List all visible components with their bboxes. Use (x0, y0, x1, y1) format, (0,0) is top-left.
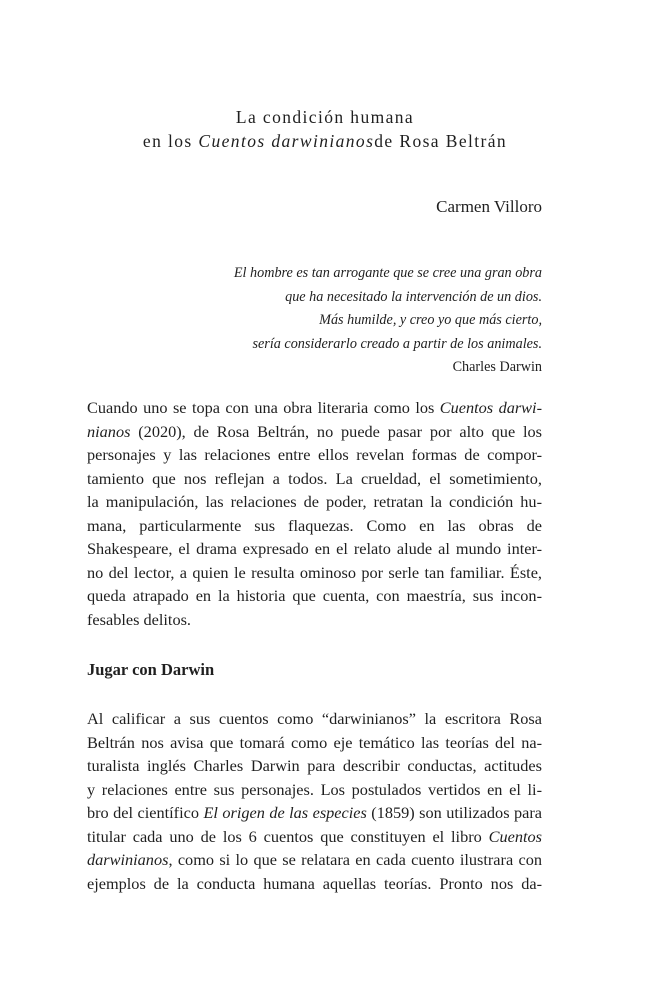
text-line: personajes y las relaciones entre ellos revelan formas de compor- (87, 445, 542, 464)
epigraph-line: que ha necesitado la intervención de un dios. (285, 288, 542, 305)
article-title-line-2 (0, 129, 650, 153)
text-line: la manipulación, las relaciones de poder, retratan la condición hu- (87, 492, 542, 511)
text-line: bro del científico El origen de las especies (1859) son utilizados para (87, 803, 543, 822)
title-book-name: Cuentos darwinianos (198, 131, 375, 151)
text-line: y relaciones entre sus personajes. Los postulados vertidos en el li- (87, 779, 542, 799)
text-line: ejemplos de la conducta humana aquellas teorías. Pronto nos da- (87, 873, 542, 893)
text-line: Shakespeare, el drama expresado en el relato alude al mundo inter- (87, 539, 542, 558)
text-line: queda atrapado en la historia que cuenta, con maestría, sus incon- (87, 586, 542, 605)
title-prefix: en los (142, 131, 193, 151)
epigraph-source: Charles Darwin (452, 359, 542, 375)
section-heading: Jugar con Darwin (87, 660, 215, 679)
title-suffix: de Rosa Beltrán (374, 131, 508, 151)
text-line: Al calificar a sus cuentos como “darwinianos” la escritora Rosa (87, 709, 542, 728)
text-line: nianos (2020), de Rosa Beltrán, no puede pasar por alto que los (87, 421, 542, 441)
text-line: fesables delitos. (87, 609, 191, 629)
epigraph-line: Más humilde, y creo yo que más cierto, (319, 312, 542, 328)
body-paragraph-1 (87, 396, 542, 631)
text-line: tamiento que nos reflejan a todos. La crueldad, el sometimiento, (87, 468, 542, 488)
author-name: Carmen Villoro (436, 197, 542, 216)
epigraph-line: El hombre es tan arrogante que se cree una gran obra (233, 265, 542, 281)
body-paragraph-2 (87, 707, 542, 895)
epigraph (102, 262, 542, 380)
text-line: Beltrán nos avisa que tomará como eje temático las teorías del na- (87, 732, 542, 752)
text-line: mana, particularmente sus flaquezas. Como en las obras de (87, 515, 542, 535)
text-line: Cuando uno se topa con una obra literaria como los Cuentos darwi- (87, 398, 542, 417)
epigraph-line: sería considerarlo creado a partir de los animales. (252, 335, 542, 352)
text-line: no del lector, a quien le resulta ominoso por serle tan familiar. Éste, (87, 562, 542, 582)
text-line: turalista inglés Charles Darwin para describir conductas, actitudes (87, 756, 542, 775)
text-line: titular cada uno de los 6 cuentos que constituyen el libro Cuentos (87, 826, 542, 846)
article-title-line-1: La condición humana (235, 107, 415, 127)
text-line: darwinianos, como si lo que se relatara en cada cuento ilustrara con (87, 850, 542, 869)
